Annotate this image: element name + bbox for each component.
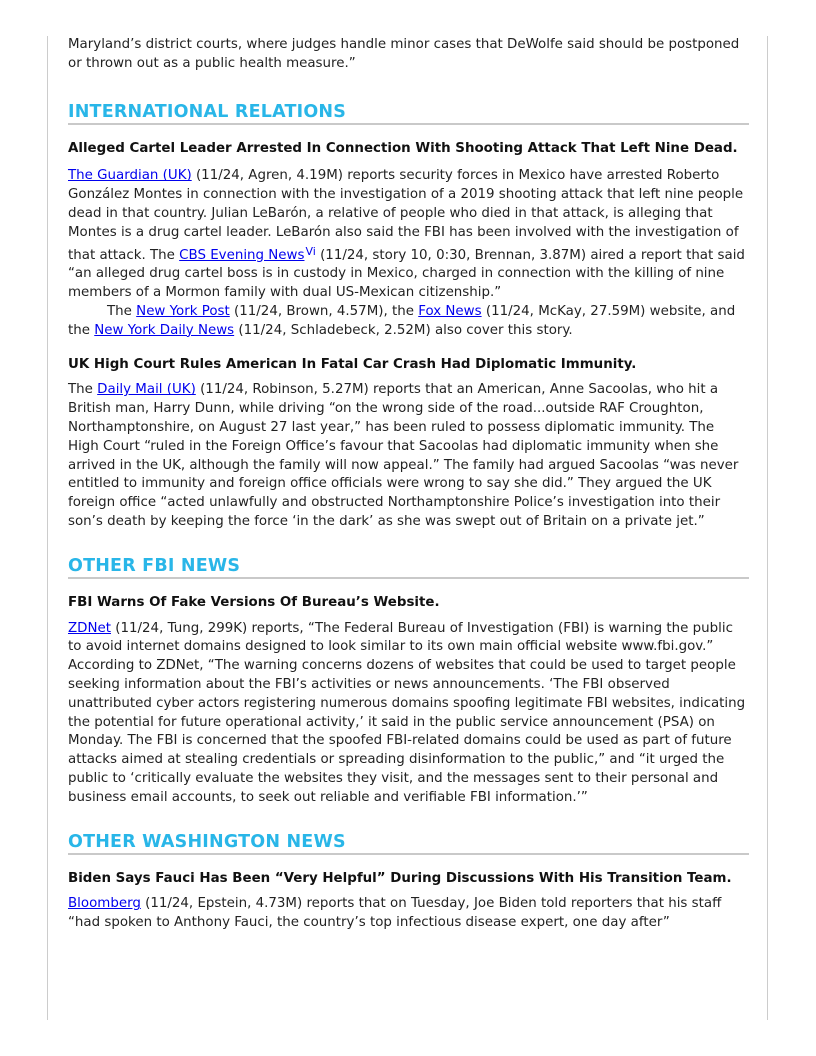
source-link-daily-mail[interactable]: Daily Mail (UK)	[97, 382, 196, 398]
article-title-uk-high-court: UK High Court Rules American In Fatal Car Crash Had Diplomatic Immunity.	[68, 356, 637, 372]
source-link-new-york-post[interactable]: New York Post	[136, 303, 230, 319]
source-link-bloomberg[interactable]: Bloomberg	[68, 896, 141, 912]
article-paragraph: The Daily Mail (UK) (11/24, Robinson, 5.27M) reports that an American, Anne Sacoolas, who hit a British man, Harry Dunn, while driving “on the wrong side of the road...outside RAF Croughton, Northamptonshire, on August 27 last year,” has been ruled to possess diplomatic immunity. The High Court “ruled in the Foreign Office’s favour that Sacoolas had diplomatic immunity when she arrived in the UK, although the family will now appeal.” The family had argued Sacoolas “was never entitled to immunity and foreign office officials were wrong to say she did.” They argued the UK foreign office “acted unlawfully and obstructed Northamptonshire Police’s investigation into their son’s death by keeping the force ‘in the dark’ as she was swept out of Britain on a private jet.”	[68, 382, 739, 529]
source-link-zdnet[interactable]: ZDNet	[68, 620, 111, 636]
newsletter-body	[68, 36, 749, 933]
section-heading-other-fbi-news: OTHER FBI NEWS	[68, 556, 749, 579]
section-heading-other-washington-news: OTHER WASHINGTON NEWS	[68, 832, 749, 855]
section-heading-international: INTERNATIONAL RELATIONS	[68, 102, 749, 125]
right-margin-rule	[767, 36, 768, 1020]
source-link-cbs-evening-news[interactable]: CBS Evening News	[179, 247, 305, 263]
article-paragraph: ZDNet (11/24, Tung, 299K) reports, “The Federal Bureau of Investigation (FBI) is warning the public to avoid internet domains designed to look similar to its own main official website www.fbi.gov.” According to ZDNet, “The warning concerns dozens of websites that could be used to target people seeking information about the FBI’s activities or news announcements. ‘The FBI observed unattributed cyber actors registering numerous domains spoofing legitimate FBI websites, indicating the potential for future operational activity,’ it said in the public service announcement (PSA) on Monday. The FBI is concerned that the spoofed FBI-related domains could be used as part of future attacks aimed at stealing credentials or spreading disinformation to the public,” and “it urged the public to ‘critically evaluate the websites they visit, and the messages sent to their personal and business email accounts, to seek out reliable and verifiable FBI information.’”	[68, 620, 746, 805]
left-margin-rule	[47, 36, 48, 1020]
article-title-fbi-fake-websites: FBI Warns Of Fake Versions Of Bureau’s Website.	[68, 594, 440, 610]
article-paragraph: The New York Post (11/24, Brown, 4.57M), the Fox News (11/24, McKay, 27.59M) website, and the New York Daily News (11/24, Schladebeck, 2.52M) also cover this story.	[68, 303, 736, 338]
intro-paragraph: Maryland’s district courts, where judges handle minor cases that DeWolfe said should be postponed or thrown out as a public health measure.”	[68, 37, 740, 71]
video-indicator: Vi	[305, 244, 316, 258]
source-link-new-york-daily-news[interactable]: New York Daily News	[94, 322, 235, 338]
article-title-biden-fauci: Biden Says Fauci Has Been “Very Helpful” During Discussions With His Transition Team.	[68, 870, 732, 886]
source-link-fox-news[interactable]: Fox News	[418, 303, 482, 319]
article-title-cartel-arrest: Alleged Cartel Leader Arrested In Connection With Shooting Attack That Left Nine Dead.	[68, 140, 738, 156]
article-paragraph: Bloomberg (11/24, Epstein, 4.73M) reports that on Tuesday, Joe Biden told reporters that his staff “had spoken to Anthony Fauci, the country’s top infectious disease expert, one day after”	[68, 896, 722, 931]
article-paragraph: The Guardian (UK) (11/24, Agren, 4.19M) reports security forces in Mexico have arrested Roberto González Montes in connection with the investigation of a 2019 shooting attack that left nine people dead in that country. Julian LeBarón, a relative of people who died in that attack, is alleging that Montes is a drug cartel leader. LeBarón also said the FBI has been involved with the investigation of that attack. The CBS Evening News$^{Vi}$ (11/24, story 10, 0:30, Brennan, 3.87M) aired a report that said “an alleged drug cartel boss is in custody in Mexico, charged in connection with the killing of nine members of a Mormon family with dual US-Mexican citizenship.”	[68, 168, 745, 301]
source-link-the-guardian[interactable]: The Guardian (UK)	[68, 168, 192, 184]
